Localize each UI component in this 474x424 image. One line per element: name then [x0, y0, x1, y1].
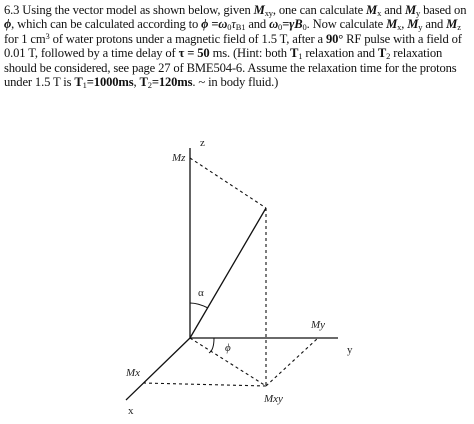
mxy-to-my-line [266, 338, 318, 386]
x-axis-label: x [128, 405, 134, 417]
problem-number: 6.3 [4, 3, 20, 17]
alpha-label: α [198, 287, 204, 299]
z-axis-label: z [200, 137, 205, 149]
y-axis-label: y [347, 344, 353, 356]
phi-arc [209, 338, 214, 353]
mz-projection-line [190, 158, 266, 208]
mz-label: Mz [172, 152, 186, 164]
mx-label: Mx [126, 367, 141, 379]
my-label: My [311, 319, 326, 331]
mx-to-mxy-line [143, 383, 266, 386]
problem-statement: 6.3 Using the vector model as shown below, given $M_{xy}$, one can calculate $M_x$ and $M_y$ based on ϕ, which can be calculated according to $\phi =\omega_0\tau_{B1}$ and $\omega_0=\gamma B_0$. Now calculate $M_x$, $M_y$ and $M_z$ for 1 $cm^3$ of water protons under a magnetic field of 1.5 T, after a 90° RF pulse with a field of 0.01 T, followed by a time delay of τ = 50 ms. (Hint: both $T_1$ relaxation and $T_2$ relaxation should be considered, see page 27 of BME504-6. Assume the relaxation time for the protons under 1.5 T is $T_1=1000ms$, $T_2=120ms$. ~ in body fluid.) [4, 3, 467, 91]
mxy-label: Mxy [264, 393, 283, 405]
phi-label: ϕ [225, 342, 231, 354]
magnetization-vector [190, 208, 266, 338]
alpha-arc [190, 303, 208, 308]
